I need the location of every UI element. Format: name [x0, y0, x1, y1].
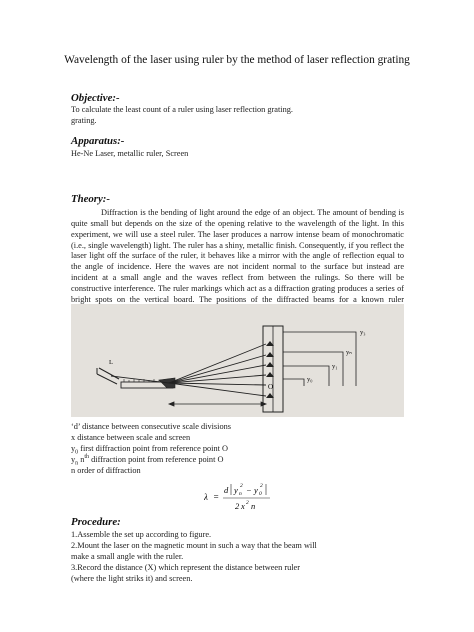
- page-title: Wavelength of the laser using ruler by the method of laser reflection grating: [64, 54, 410, 66]
- svg-text:2: 2: [235, 501, 240, 511]
- svg-text:n: n: [251, 501, 256, 511]
- definitions-block: [71, 421, 231, 476]
- wavelength-formula: [204, 481, 284, 515]
- procedure-step-3a: 3.Record the distance (X) which represent the distance between ruler: [71, 562, 300, 572]
- label-yn: yₙ: [346, 349, 352, 356]
- label-L: L: [109, 359, 113, 366]
- svg-text:2: 2: [260, 483, 263, 489]
- svg-text:0: 0: [259, 491, 262, 497]
- procedure-step-2b: make a small angle with the ruler.: [71, 551, 184, 561]
- label-y1: y₁: [332, 363, 338, 370]
- theory-heading: Theory:-: [71, 193, 110, 205]
- label-O: O: [268, 383, 274, 391]
- procedure-step-1: 1.Assemble the set up according to figure.: [71, 530, 212, 539]
- experiment-figure: [71, 304, 404, 417]
- svg-text:x: x: [241, 501, 245, 511]
- svg-text:−: −: [246, 485, 252, 495]
- svg-text:y: y: [254, 485, 258, 495]
- objective-line-2: grating.: [71, 116, 97, 125]
- svg-text:n: n: [239, 491, 242, 497]
- svg-text:2: 2: [240, 483, 243, 489]
- apparatus-heading: Apparatus:-: [71, 135, 125, 147]
- def-d: ‘d’ distance between consecutive scale divisions: [71, 422, 231, 431]
- label-y0: y₀: [307, 376, 313, 383]
- svg-text:2: 2: [246, 500, 249, 506]
- procedure-heading: Procedure:: [71, 516, 121, 528]
- procedure-step-3b: (where the light striks it) and screen.: [71, 573, 193, 583]
- procedure-steps: [71, 530, 401, 585]
- label-y3: y₃: [360, 329, 366, 336]
- formula-d: d: [224, 485, 229, 495]
- diffracted-rays: [169, 344, 266, 396]
- def-y0: $y_0$ first diffraction point from reference point O: [71, 444, 228, 456]
- svg-text:y: y: [234, 485, 238, 495]
- def-n: n order of diffraction: [71, 466, 141, 476]
- def-yn: $y_n$ $n^{th}$ diffraction point from reference point O: [71, 454, 224, 467]
- theory-paragraph: Diffraction is the bending of light around the edge of an object. The amount of bending is quite small but depends on the size of the opening relative to the wavelength of the light. In this experiment, we will use a steel ruler. The laser produces a narrow intense beam of monochromatic (i.e., single wavelength) light. The ruler has a shiny, metallic finish. Consequently, if you reflect the laser light off the surface of the ruler, it behaves like a mirror with the angle of reflection equal to the angle of incidence. Here the waves are not incident normal to the surface but instead are incident at a small angle and the waves reflect from between the rulings. So there will be constructive interference. The ruler markings which act as a diffraction grating produces a series of bright spots on the vertical board. The positions of the diffracted beams for a known ruler: [71, 208, 404, 304]
- def-x: x distance between scale and screen: [71, 433, 191, 443]
- formula-lambda: λ: [204, 492, 208, 502]
- laser-source: [97, 368, 119, 384]
- objective-line-1: To calculate the least count of a ruler using laser reflection grating.: [71, 105, 293, 114]
- distance-x-arrow: [169, 402, 266, 406]
- procedure-step-2a: 2.Mount the laser on the magnetic mount in such a way that the beam will: [71, 540, 317, 550]
- formula-equals: =: [213, 492, 220, 502]
- y-measurements: [283, 332, 356, 386]
- apparatus-line-1: He-Ne Laser, metallic ruler, Screen: [71, 149, 189, 158]
- experiment-diagram: [71, 304, 404, 417]
- objective-heading: Objective:-: [71, 92, 120, 104]
